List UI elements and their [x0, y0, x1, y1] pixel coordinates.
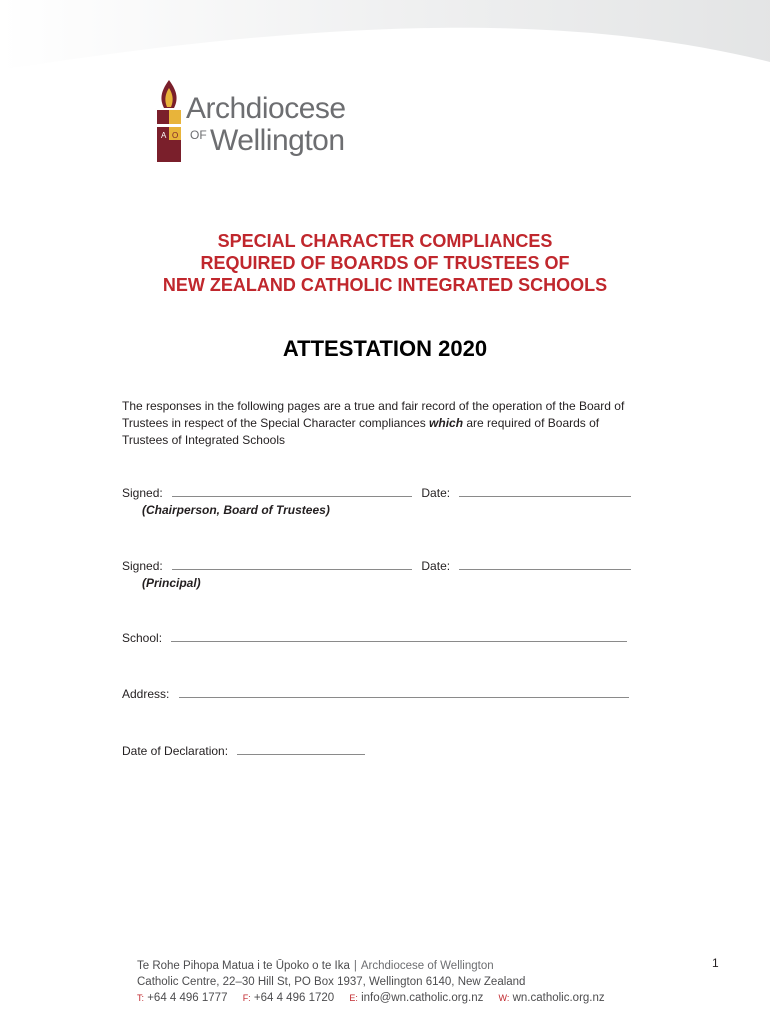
title-line-3: NEW ZEALAND CATHOLIC INTEGRATED SCHOOLS — [162, 275, 608, 295]
school-field[interactable] — [171, 631, 627, 642]
footer-org-name: Archdiocese of Wellington — [360, 960, 494, 972]
footer-phone: +64 4 496 1777 — [147, 992, 228, 1004]
intro-text-2: are required of Boards of Trustees of Integrated Schools — [122, 416, 600, 447]
footer-email[interactable]: info@wn.catholic.org.nz — [361, 992, 484, 1004]
header-swoosh — [0, 0, 770, 80]
title-line-2: REQUIRED OF BOARDS OF TRUSTEES OF — [200, 253, 570, 273]
footer-maori-name: Te Rohe Pihopa Matua i te Ūpoko o te Ika — [137, 960, 350, 972]
torch-icon — [152, 78, 186, 166]
address-row — [122, 687, 629, 701]
school-label: School: — [122, 631, 163, 645]
logo-text-of: OF — [190, 128, 207, 142]
declaration-date-field[interactable] — [237, 744, 365, 755]
web-label: W: — [498, 993, 510, 1003]
signed-label: Signed: — [122, 559, 163, 573]
logo-text-archdiocese: Archdiocese — [186, 92, 346, 125]
chair-signature-field[interactable] — [172, 486, 412, 497]
footer-line-1 — [137, 960, 494, 972]
address-label: Address: — [122, 687, 170, 701]
page-number: 1 — [712, 956, 719, 970]
role-chairperson: (Chairperson, Board of Trustees) — [142, 503, 330, 517]
monogram-o: O — [172, 131, 179, 140]
document-title — [0, 230, 770, 296]
school-row — [122, 631, 627, 645]
signed-label: Signed: — [122, 486, 163, 500]
date-label: Date: — [421, 559, 451, 573]
chair-date-field[interactable] — [459, 486, 631, 497]
monogram-a: A — [161, 131, 167, 140]
phone-label: T: — [137, 993, 145, 1003]
principal-date-field[interactable] — [459, 559, 631, 570]
footer-fax: +64 4 496 1720 — [253, 992, 335, 1004]
title-line-1: SPECIAL CHARACTER COMPLIANCES — [217, 231, 553, 251]
role-principal: (Principal) — [142, 576, 201, 590]
fax-label: F: — [242, 993, 251, 1003]
footer-contacts — [137, 992, 605, 1004]
address-field[interactable] — [179, 687, 629, 698]
footer-separator: | — [353, 960, 357, 972]
intro-text-1: The responses in the following pages are a true and fair record of the operation of the Board of Trustees in respect of the Special Character compliances — [122, 399, 625, 430]
declaration-row — [122, 744, 365, 758]
principal-signature-field[interactable] — [172, 559, 412, 570]
attestation-heading: ATTESTATION 2020 — [282, 336, 488, 361]
date-label: Date: — [421, 486, 451, 500]
signed-row-chair — [122, 486, 631, 500]
intro-paragraph — [122, 398, 642, 449]
declaration-label: Date of Declaration: — [122, 744, 229, 758]
footer-web[interactable]: wn.catholic.org.nz — [512, 992, 605, 1004]
email-label: E: — [349, 993, 358, 1003]
signed-row-principal — [122, 559, 631, 573]
logo-text-wellington: Wellington — [210, 124, 345, 157]
intro-emphasis: which — [429, 416, 464, 430]
footer-address: Catholic Centre, 22–30 Hill St, PO Box 1937, Wellington 6140, New Zealand — [137, 976, 526, 988]
